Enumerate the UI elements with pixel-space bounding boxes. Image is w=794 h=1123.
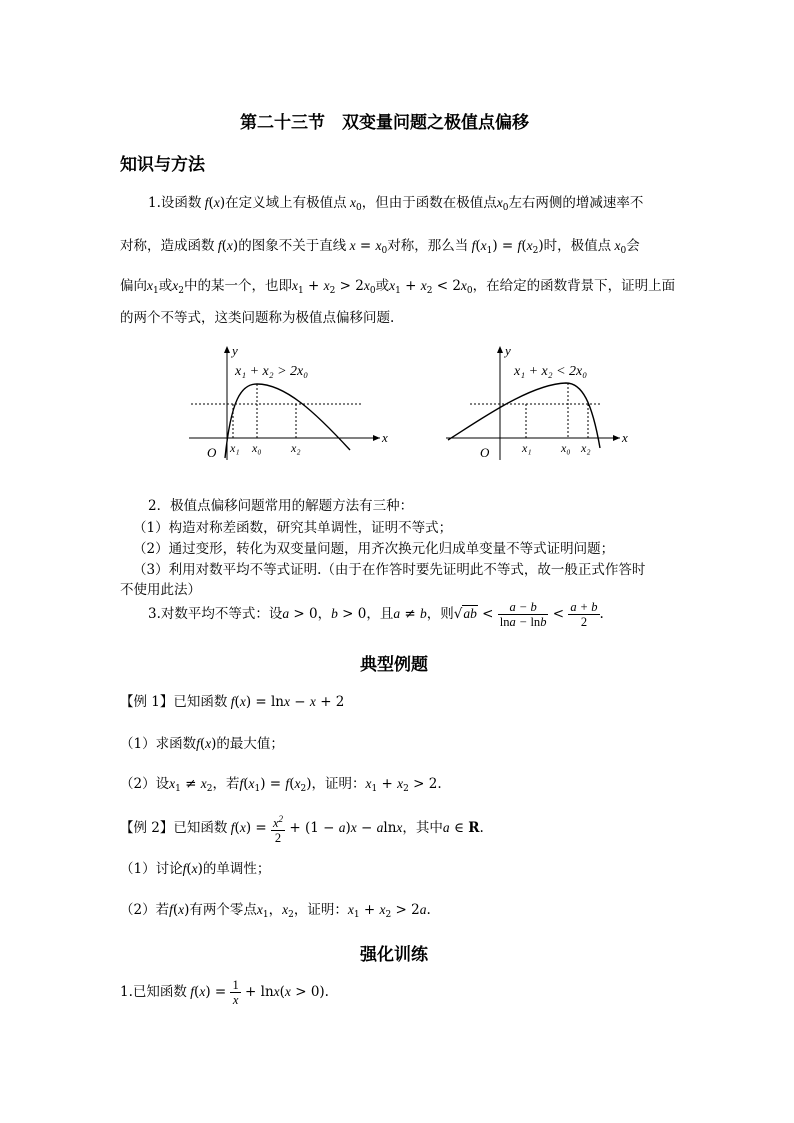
x-axis-arrow: [373, 435, 380, 441]
y-label: y: [505, 343, 511, 358]
x-label: x: [382, 430, 388, 445]
x-axis-arrow: [613, 435, 620, 441]
origin-label: O: [480, 445, 490, 460]
graph-left-inequality: x₁ + x₂ > 2x₀: [235, 364, 309, 379]
x1-label: x₁: [522, 441, 532, 455]
y-axis-arrow: [224, 346, 230, 353]
para1-line2: 对称，造成函数 f(x)的图象不关于直线 $x = x_0$对称，那么当 $f(x_1) = f(x_2)$时，极值点 $x_0$会: [120, 238, 640, 256]
graph-right: [440, 340, 640, 465]
method-3a: （3）利用对数平均不等式证明.（由于在作答时要先证明此不等式，故一般正式作答时: [133, 562, 646, 578]
curve: [225, 384, 350, 458]
example-1-stem: 【例 1】已知函数 f(x) = lnx − x + 2: [120, 694, 345, 710]
method-2: （2）通过变形，转化为双变量问题，用齐次换元化归成单变量不等式证明问题；: [133, 541, 615, 557]
para1-line4: 的两个不等式，这类问题称为极值点偏移问题.: [120, 310, 395, 326]
example-2-q1: （1）讨论f(x)的单调性；: [120, 861, 271, 877]
x2-label: x₂: [291, 441, 301, 455]
graph-right-inequality: x₁ + x₂ < 2x₀: [514, 364, 588, 379]
para1-line1: 1.设函数 f(x)在定义域上有极值点 $x_0$，但由于函数在极值点$x_0$左右两侧的增减速率不: [148, 195, 644, 213]
x0-label: x₀: [561, 441, 571, 455]
section-heading-training: 强化训练: [360, 945, 428, 965]
section-heading-method: 知识与方法: [120, 155, 205, 175]
example-2-stem: 【例 2】已知函数 f(x) = $\frac{x^2}{2}$ + (1 − a)x − alnx，其中a ∈ R.: [120, 814, 484, 846]
method-1: （1）构造对称差函数，研究其单调性，证明不等式；: [133, 520, 453, 536]
example-2-q2: （2）若f(x)有两个零点$x_1$，$x_2$，证明：$x_1 + x_2 > 2a$.: [120, 902, 431, 920]
example-1-q2: （2）设$x_1 \ne x_2$，若$f(x_1) = f(x_2)$，证明：$x_1 + x_2 > 2$.: [120, 776, 442, 794]
log-mean-inequality: 3.对数平均不等式：设a > 0，b > 0，且a ≠ b，则√ab < $\frac{a - b}{\ln a - \ln b}$ < $\frac{a + b}{2}$ .: [148, 600, 604, 629]
methods-intro: 2．极值点偏移问题常用的解题方法有三种：: [148, 498, 414, 514]
x0-label: x₀: [252, 441, 262, 455]
y-axis-arrow: [497, 346, 503, 353]
example-1-q1: （1）求函数f(x)的最大值；: [120, 736, 284, 752]
method-3b: 不使用此法）: [120, 582, 201, 598]
x1-label: x₁: [230, 441, 240, 455]
training-1: 1.已知函数 f(x) = $\frac{1}{x}$ + lnx(x > 0).: [120, 978, 329, 1007]
section-heading-examples: 典型例题: [360, 655, 428, 675]
para1-line3: 偏向$x_1$或$x_2$中的某一个，也即$x_1 + x_2 > 2x_0$或$x_1 + x_2 < 2x_0$，在给定的函数背景下，证明上面: [120, 278, 676, 296]
graph-left: [185, 340, 395, 465]
page-title: 第二十三节 双变量问题之极值点偏移: [240, 113, 529, 133]
origin-label: O: [207, 445, 217, 460]
x-label: x: [622, 430, 628, 445]
x2-label: x₂: [581, 441, 591, 455]
y-label: y: [232, 343, 238, 358]
